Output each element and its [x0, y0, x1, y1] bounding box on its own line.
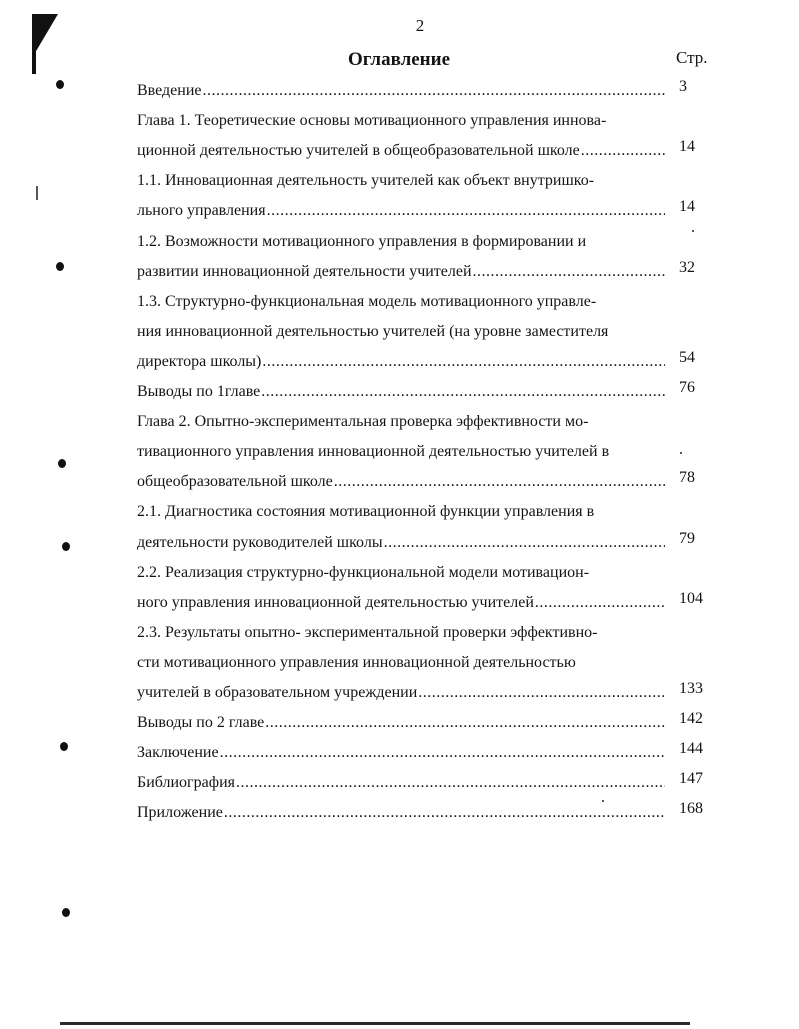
toc-entry-page: 144	[679, 740, 703, 758]
toc-entry-text: 1.1. Инновационная деятельность учителей как объект внутришко-	[137, 172, 595, 190]
toc-entry-text: Библиография	[137, 774, 235, 792]
toc-entry-line	[137, 623, 665, 643]
toc-entry-text: 1.2. Возможности мотивационного управления в формировании и	[137, 232, 587, 250]
toc-entry-text: общеобразовательной школе	[137, 473, 333, 491]
toc-entry-page: 104	[679, 589, 703, 607]
toc-entry-text: деятельности руководителей школы	[137, 533, 383, 551]
toc-entry-line	[137, 262, 665, 282]
toc-entry-text: сти мотивационного управления инновационной деятельностью	[137, 653, 576, 671]
toc-entry-text: тивационного управления инновационной деятельностью учителей в	[137, 443, 610, 461]
toc-entry-text: 2.2. Реализация структурно-функциональной модели мотивацион-	[137, 563, 590, 581]
toc-entry-line	[137, 412, 665, 432]
toc-entry-line	[137, 773, 665, 793]
toc-entry-text: льного управления	[137, 202, 266, 220]
toc-entry-text: Выводы по 2 главе	[137, 714, 265, 732]
toc-entry-text: 2.3. Результаты опытно- экспериментальной проверки эффективно-	[137, 623, 598, 641]
toc-entry-text: Глава 2. Опытно-экспериментальная проверка эффективности мо-	[137, 413, 589, 431]
toc-title: Оглавление	[347, 49, 451, 70]
toc-entry-line	[137, 502, 665, 522]
toc-entry-line	[137, 533, 665, 553]
punch-hole-mark	[62, 542, 70, 551]
scan-speck	[36, 186, 38, 200]
punch-hole-mark	[56, 80, 64, 89]
toc-entry-line	[137, 743, 665, 763]
punch-hole-mark	[62, 908, 70, 917]
toc-entry-text: учителей в образовательном учреждении	[137, 684, 418, 701]
toc-entry-page: 54	[679, 348, 695, 366]
page-column-header: Стр.	[676, 48, 708, 67]
toc-entry-line	[137, 322, 665, 342]
toc-entry-line	[137, 442, 665, 462]
toc-entry-line	[137, 563, 665, 583]
toc-entry-text: Выводы по 1главе	[137, 383, 261, 400]
toc-entry-page: 3	[679, 78, 687, 95]
toc-entry-text: ционной деятельностью учителей в общеобразовательной школе	[137, 142, 580, 160]
toc-entry-page: 14	[679, 198, 695, 216]
toc-entry-text: 1.3. Структурно-функциональная модель мотивационного управле-	[137, 292, 597, 310]
toc-entry-line	[137, 292, 665, 312]
toc-entry-line	[137, 111, 665, 131]
toc-entry-text: Заключение	[137, 744, 219, 762]
toc-entry-line	[137, 81, 665, 101]
toc-entry-text: Приложение	[137, 804, 223, 822]
toc-entry-page: 32	[679, 258, 695, 276]
toc-entry-text: директора школы)	[137, 352, 262, 370]
toc-entry-line	[137, 683, 665, 703]
punch-hole-mark	[58, 459, 66, 468]
toc-entry-line	[137, 141, 665, 161]
toc-entry-page: 168	[679, 800, 703, 818]
toc-entry-text: Введение	[137, 82, 202, 99]
toc-entry-text: 2.1. Диагностика состояния мотивационной функции управления в	[137, 503, 595, 521]
toc-entry-line	[137, 713, 665, 733]
toc-entry-text: Глава 1. Теоретические основы мотивационного управления иннова-	[137, 112, 607, 130]
toc-entry-text: развитии инновационной деятельности учителей	[137, 262, 472, 280]
toc-entry-text: ния инновационной деятельностью учителей (на уровне заместителя	[137, 322, 609, 340]
scan-speck	[602, 800, 604, 802]
toc-entry-line	[137, 171, 665, 191]
toc-entry-page: 79	[679, 529, 695, 547]
toc-entry-line	[137, 472, 665, 492]
toc-entry-line	[137, 593, 665, 613]
toc-entry-page: 14	[679, 138, 695, 156]
toc-entry-line	[137, 352, 665, 372]
scan-speck	[680, 452, 682, 454]
toc-entry-line	[137, 232, 665, 252]
punch-hole-mark	[60, 742, 68, 751]
toc-entry-page: 133	[679, 680, 703, 697]
toc-entry-page: 142	[679, 710, 703, 728]
toc-entry-page: 78	[679, 469, 695, 487]
toc-entry-text: ного управления инновационной деятельностью учителей	[137, 593, 534, 611]
toc-entry-page: 76	[679, 379, 695, 396]
punch-hole-mark	[56, 262, 64, 271]
toc-entry-line	[137, 382, 665, 402]
scan-bottom-edge	[60, 1022, 690, 1025]
toc-entry-page: 147	[679, 770, 703, 788]
toc-entry-line	[137, 201, 665, 221]
toc-entry-line	[137, 803, 665, 823]
toc-entry-line	[137, 653, 665, 673]
scan-speck	[692, 230, 694, 232]
page-number: 2	[415, 16, 425, 35]
